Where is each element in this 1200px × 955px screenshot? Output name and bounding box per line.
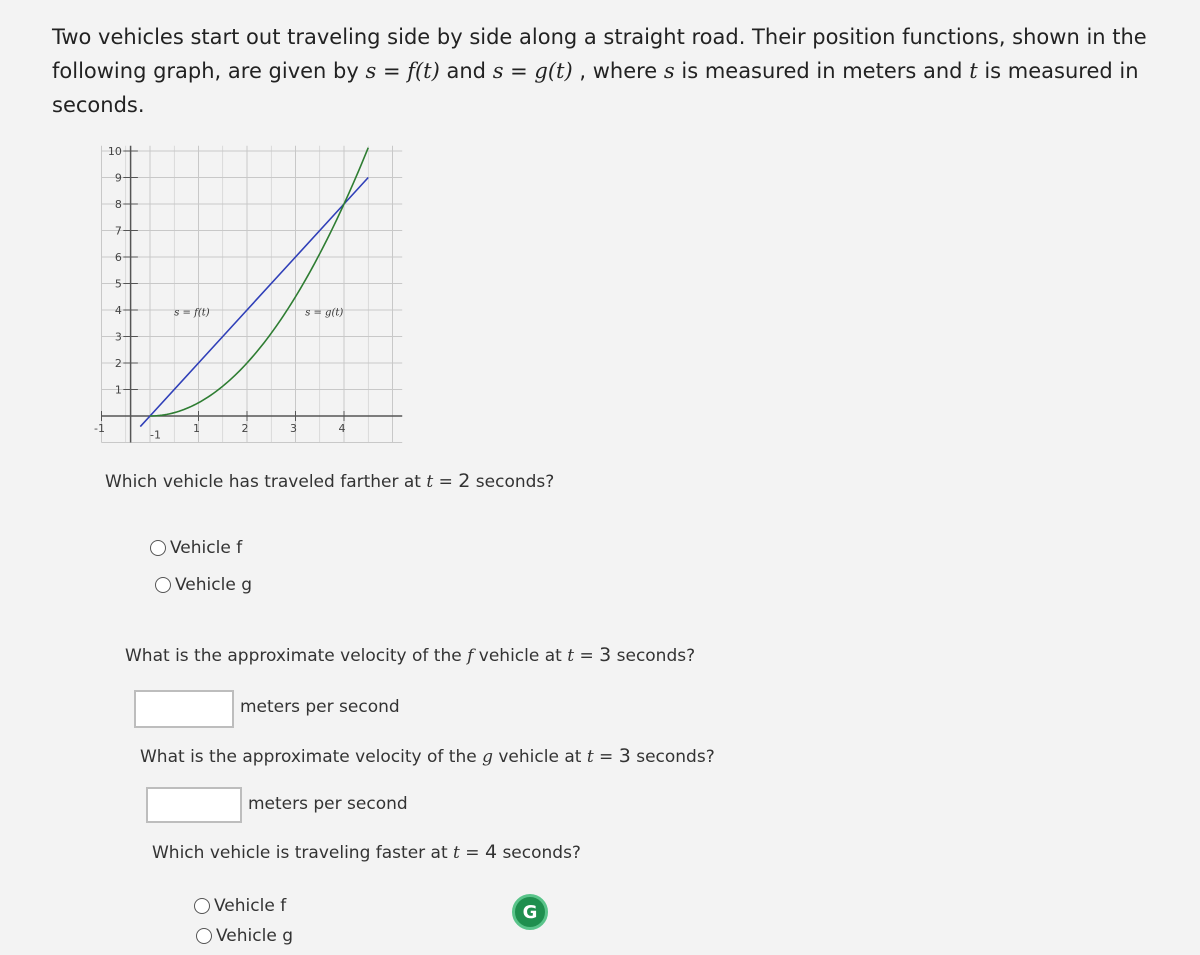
g-position-curve <box>150 148 368 416</box>
intro-var-t: t <box>969 59 978 83</box>
question-4-value: 4 <box>484 841 498 863</box>
y-tick-label: 6 <box>114 251 122 264</box>
question-1-tail: seconds? <box>470 472 555 492</box>
negative-y-tick-label: -1 <box>150 428 161 442</box>
question-3-var: t <box>586 747 594 767</box>
q1-option-label: Vehicle f <box>170 538 243 558</box>
question-3-text: What is the approximate velocity of the <box>140 747 483 767</box>
y-tick-label: 8 <box>114 198 122 211</box>
question-3-value: 3 <box>618 745 631 767</box>
q1-radio-vehicle-f[interactable] <box>150 540 166 556</box>
question-2-fn: f <box>467 646 474 666</box>
question-1-value: 2 <box>458 470 471 492</box>
x-tick-label: -1 <box>94 422 105 435</box>
f-velocity-unit: meters per second <box>240 697 400 717</box>
question-2-var: t <box>567 646 575 666</box>
q4-radio-vehicle-g[interactable] <box>196 928 212 944</box>
intro-eq: = <box>376 59 408 83</box>
f-curve-label: s = f(t) <box>174 307 210 319</box>
g-velocity-input[interactable] <box>146 787 242 823</box>
grammarly-g-icon[interactable] <box>512 894 548 930</box>
position-graph <box>80 138 410 458</box>
intro-f: f(t) <box>407 59 440 83</box>
x-tick-label: 1 <box>193 422 200 435</box>
y-tick-label: 1 <box>114 383 122 397</box>
q4-option-label: Vehicle f <box>214 896 287 916</box>
x-tick-label: 3 <box>290 422 297 435</box>
q4-option-vehicle-g[interactable] <box>196 926 293 946</box>
q1-option-label: Vehicle g <box>175 575 252 595</box>
question-4-text: Which vehicle is traveling faster at <box>152 843 454 863</box>
y-tick-label: 9 <box>114 171 122 185</box>
question-3-eq: = <box>593 747 619 767</box>
y-tick-label: 5 <box>114 277 122 291</box>
problem-intro <box>52 20 1192 122</box>
question-2-mid: vehicle at <box>473 646 568 666</box>
y-tick-label: 3 <box>114 330 122 344</box>
q1-option-vehicle-g[interactable] <box>155 575 252 595</box>
g-curve-label: s = g(t) <box>305 307 344 319</box>
question-3 <box>140 745 715 767</box>
question-1 <box>105 470 554 492</box>
q1-radio-vehicle-g[interactable] <box>155 577 171 593</box>
question-4 <box>152 841 581 863</box>
intro-eq: = <box>503 59 535 83</box>
q1-option-vehicle-f[interactable] <box>150 538 242 558</box>
intro-var-s: s <box>663 59 675 83</box>
question-4-var: t <box>453 843 460 863</box>
question-1-eq: = <box>433 472 459 492</box>
g-velocity-unit: meters per second <box>248 794 408 814</box>
question-2 <box>125 644 695 666</box>
f-velocity-input[interactable] <box>134 690 234 728</box>
question-1-text: Which vehicle has traveled farther at <box>105 472 427 492</box>
intro-text: Two vehicles start out traveling side by side along a straight road. Their position functions, shown in the following graph, are given by <box>52 25 1147 83</box>
intro-g: g(t) <box>534 59 573 83</box>
q4-option-label: Vehicle g <box>216 926 293 946</box>
y-tick-label: 7 <box>114 224 122 238</box>
question-2-text: What is the approximate velocity of the <box>125 646 468 666</box>
question-2-eq: = <box>574 646 600 666</box>
badge-letter: G <box>522 901 538 923</box>
question-3-fn: g <box>482 747 493 767</box>
intro-var-s: s <box>492 59 504 83</box>
question-2-value: 3 <box>599 644 612 666</box>
q4-radio-vehicle-f[interactable] <box>194 898 210 914</box>
question-3-mid: vehicle at <box>492 747 587 767</box>
x-tick-label: 2 <box>241 422 249 435</box>
y-tick-label: 4 <box>114 304 122 317</box>
question-4-eq: = <box>459 843 485 863</box>
x-tick-label: 4 <box>338 422 346 435</box>
y-tick-label: 2 <box>114 357 122 370</box>
intro-text: , where <box>572 59 664 83</box>
question-3-tail: seconds? <box>630 747 715 767</box>
question-1-var: t <box>426 472 434 492</box>
intro-and: and <box>439 59 493 83</box>
y-tick-label: 10 <box>107 145 122 158</box>
intro-var-s: s <box>365 59 377 83</box>
question-2-tail: seconds? <box>611 646 696 666</box>
question-4-tail: seconds? <box>497 843 581 863</box>
q4-option-vehicle-f[interactable] <box>194 896 286 916</box>
intro-text: is measured in seconds. <box>52 59 1139 117</box>
intro-text: is measured in meters and <box>674 59 970 83</box>
